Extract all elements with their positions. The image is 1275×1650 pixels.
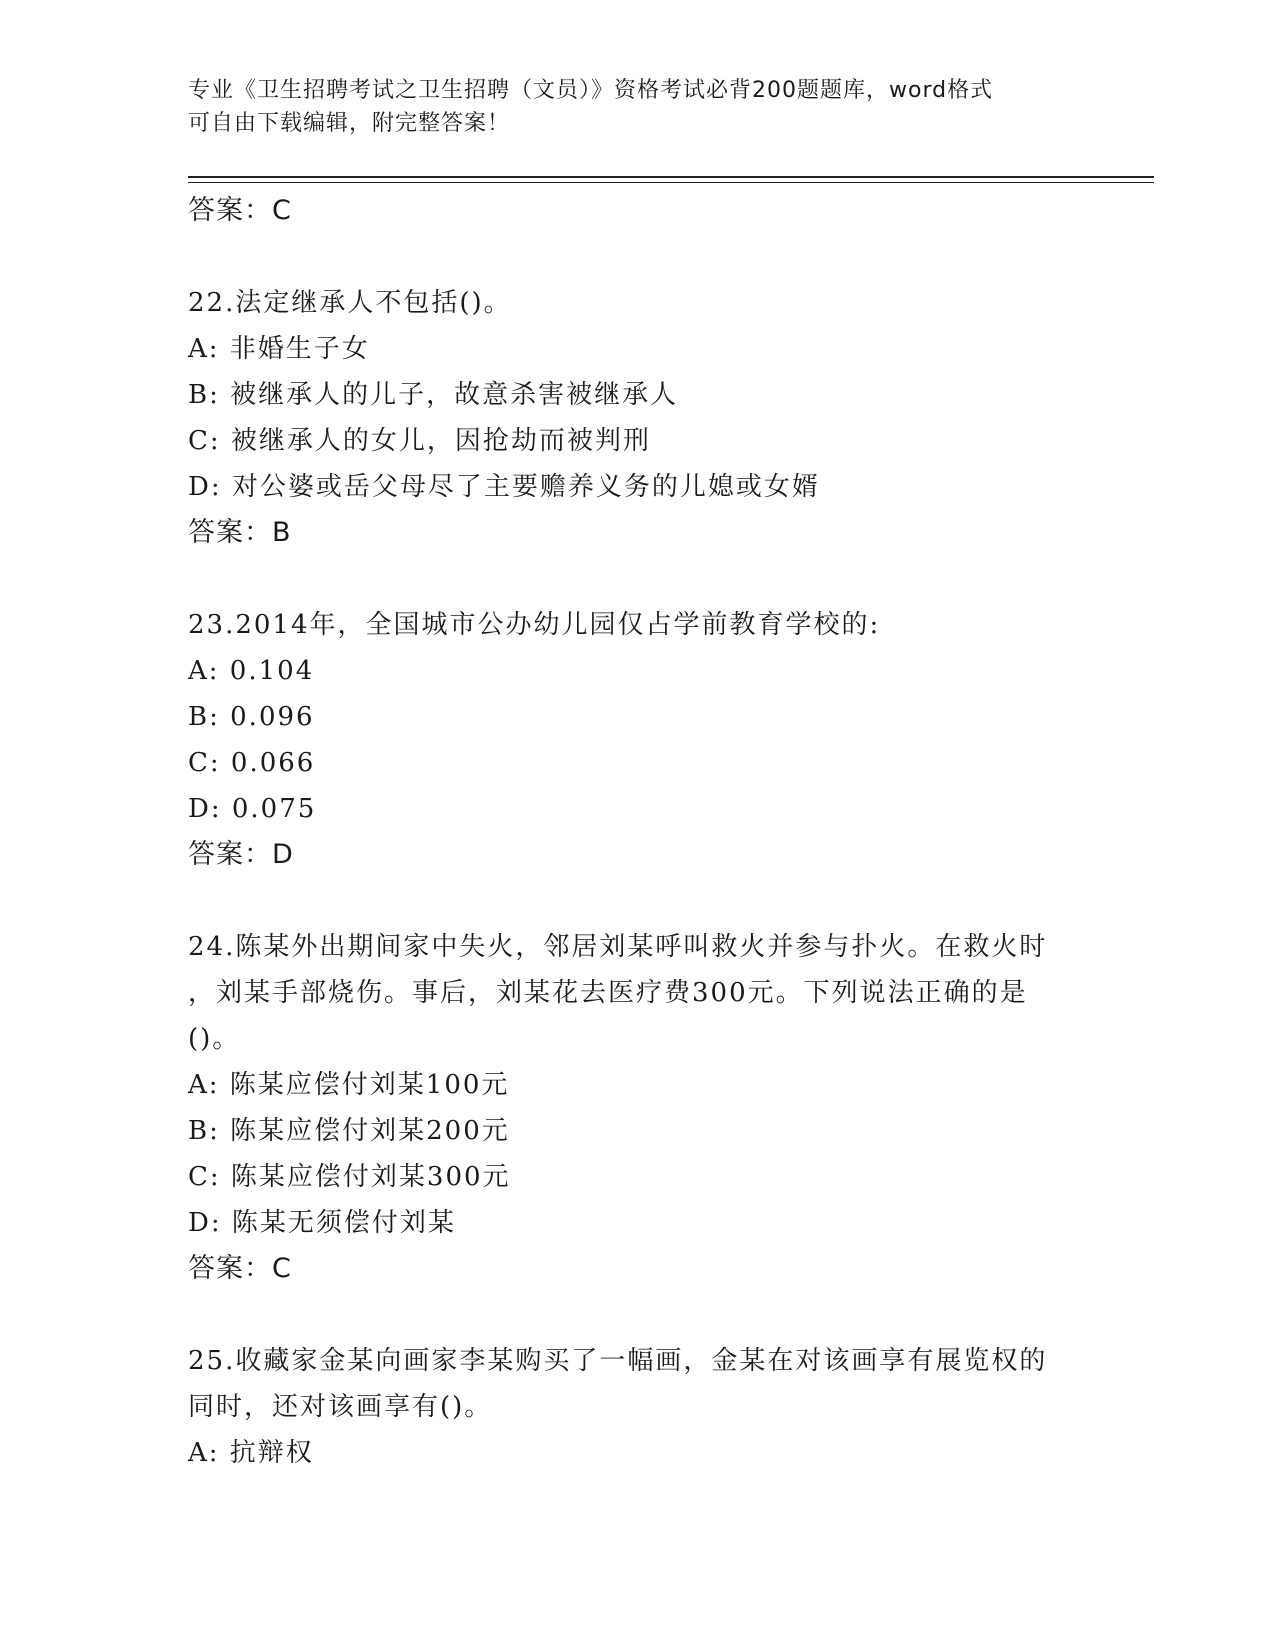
header-divider-thin (188, 182, 1154, 183)
question-stem: 23.2014年，全国城市公办幼儿园仅占学前教育学校的: (188, 610, 881, 640)
header-title-line-2: 可自由下载编辑，附完整答案！ (188, 111, 511, 136)
question-block (188, 1338, 1088, 1476)
question-block (188, 924, 1088, 1292)
option-d: D: 0.075 (188, 794, 317, 824)
option-c: C: 0.066 (188, 748, 316, 778)
question-stem: 25.收藏家金某向画家李某购买了一幅画，金某在对该画享有展览权的 (188, 1346, 1048, 1376)
option-c: C: 被继承人的女儿，因抢劫而被判刑 (188, 426, 651, 456)
question-block (188, 280, 1088, 556)
option-a: A: 陈某应偿付刘某100元 (188, 1070, 510, 1100)
page-header (188, 74, 1088, 140)
option-c: C: 陈某应偿付刘某300元 (188, 1162, 511, 1192)
question-block (188, 602, 1088, 878)
header-title-line-1: 专业《卫生招聘考试之卫生招聘（文员）》资格考试必背200题题库，word格式 (188, 78, 994, 103)
previous-answer: 答案：C (188, 195, 292, 226)
answer-line: 答案：B (188, 517, 292, 548)
question-stem-continued: 同时，还对该画享有()。 (188, 1392, 493, 1422)
question-stem: 24.陈某外出期间家中失火，邻居刘某呼叫救火并参与扑火。在救火时 (188, 932, 1048, 962)
option-b: B: 陈某应偿付刘某200元 (188, 1116, 510, 1146)
option-a: A: 非婚生子女 (188, 334, 370, 364)
option-b: B: 0.096 (188, 702, 315, 732)
option-d: D: 对公婆或岳父母尽了主要赡养义务的儿媳或女婿 (188, 472, 820, 502)
question-stem-continued: ()。 (188, 1024, 241, 1054)
option-b: B: 被继承人的儿子，故意杀害被继承人 (188, 380, 679, 410)
option-d: D: 陈某无须偿付刘某 (188, 1208, 456, 1238)
answer-line: 答案：C (188, 1253, 292, 1284)
option-a: A: 0.104 (188, 656, 315, 686)
question-stem: 22.法定继承人不包括()。 (188, 288, 512, 318)
answer-line: 答案：D (188, 839, 294, 870)
option-a: A: 抗辩权 (188, 1438, 314, 1468)
header-divider-thick (188, 176, 1154, 178)
question-list (188, 188, 1088, 1476)
question-stem-continued: ，刘某手部烧伤。事后，刘某花去医疗费300元。下列说法正确的是 (188, 978, 1028, 1008)
